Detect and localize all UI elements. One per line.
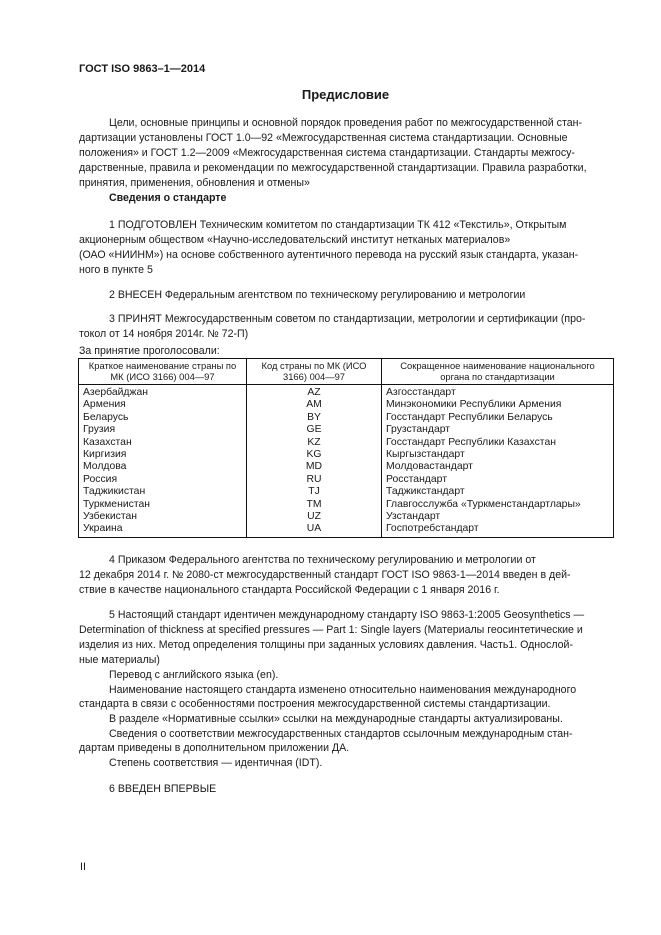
country-cell: Украина [79,523,247,537]
table-row [79,511,614,523]
country-cell: Россия [79,474,247,486]
correspondence-note: Сведения о соответствии межгосударственных стандартов ссылочным международным стан- [109,728,573,740]
table-row [79,449,614,461]
text-line: 4 Приказом Федерального агентства по техническому регулированию и метрологии от [109,554,536,566]
text-line: 5 Настоящий стандарт идентичен международному стандарту ISO 9863-1:2005 Geosynthetics — [109,609,585,621]
authority-cell: Азгосстандарт [382,385,614,400]
document-code-header: ГОСТ ISO 9863–1—2014 [79,63,206,75]
table-row [79,499,614,511]
authority-cell: Госпотребстандарт [382,523,614,537]
item-6-paragraph: 6 ВВЕДЕН ВПЕРВЫЕ [109,783,217,795]
table-row [79,385,614,400]
voted-label: За принятие проголосовали: [79,345,220,357]
authority-cell: Кыргызстандарт [382,449,614,461]
table-row [79,399,614,411]
code-cell: BY [247,412,382,424]
authority-cell: Главгосслужба «Туркменстандартлары» [382,499,614,511]
column-header-authority: Сокращенное наименование национального органа по стандартизации [382,359,614,385]
text-line: дарственные, правила и рекомендации по межгосударственной стандартизации. Правила разработки, [79,162,587,174]
code-cell: KG [247,449,382,461]
authority-cell: Таджикстандарт [382,486,614,498]
authority-cell: Госстандарт Республики Казахстан [382,437,614,449]
country-cell: Казахстан [79,437,247,449]
column-header-code: Код страны по МК (ИСО 3166) 004—97 [247,359,382,385]
table-row [79,424,614,436]
authority-cell: Госстандарт Республики Беларусь [382,412,614,424]
text-line: принятия, применения, обновления и отмены» [79,177,310,189]
translation-note: Перевод с английского языка (en). [109,669,279,681]
conformity-note: Степень соответствия — идентичная (IDT). [109,757,323,769]
text-line: ствие в качестве национального стандарта Российской Федерации с 1 января 2016 г. [79,584,500,596]
code-cell: TJ [247,486,382,498]
authority-cell: Грузстандарт [382,424,614,436]
country-cell: Узбекистан [79,511,247,523]
correspondence-note-cont: дартам приведены в дополнительном приложении ДА. [79,742,350,754]
section-heading: Сведения о стандарте [109,192,227,204]
authority-cell: Росстандарт [382,474,614,486]
table-row [79,474,614,486]
code-cell: TM [247,499,382,511]
table-header-row [79,359,614,385]
text-line: акционерным обществом «Научно-исследовательский институт нетканых материалов» [79,234,511,246]
text-line: изделия из них. Метод определения толщины при заданных условиях давления. Часть1. Однослой- [79,639,573,651]
authority-cell: Молдовастандарт [382,461,614,473]
code-cell: KZ [247,437,382,449]
code-cell: UZ [247,511,382,523]
table-row [79,461,614,473]
table-row [79,523,614,537]
code-cell: MD [247,461,382,473]
text-line: Determination of thickness at specified pressures — Part 1: Single layers (Материалы геосинтетические и [79,624,583,636]
text-line: 12 декабря 2014 г. № 2080-ст межгосударственный стандарт ГОСТ ISO 9863-1—2014 введен в дей- [79,569,571,581]
country-cell: Армения [79,399,247,411]
country-cell: Туркменистан [79,499,247,511]
voting-countries-table [78,358,614,538]
authority-cell: Минэкономики Республики Армения [382,399,614,411]
country-cell: Молдова [79,461,247,473]
text-line: ного в пункте 5 [79,264,153,276]
code-cell: UA [247,523,382,537]
page-title: Предисловие [301,87,390,102]
code-cell: GE [247,424,382,436]
text-line: Цели, основные принципы и основной порядок проведения работ по межгосударственной стан- [109,117,582,129]
text-line: ные материалы) [79,654,160,666]
country-cell: Грузия [79,424,247,436]
code-cell: AZ [247,385,382,400]
table-row [79,412,614,424]
authority-cell: Узстандарт [382,511,614,523]
table-row [79,437,614,449]
text-line: (ОАО «НИИНМ») на основе собственного аутентичного перевода на русский язык стандарта, указан- [79,249,579,261]
page-number: II [80,861,86,873]
country-cell: Таджикистан [79,486,247,498]
item-2-paragraph: 2 ВНЕСЕН Федеральным агентством по техническому регулированию и метрологии [109,289,526,301]
country-cell: Киргизия [79,449,247,461]
column-header-country: Краткое наименование страны по МК (ИСО 3166) 004—97 [79,359,247,385]
table-row [79,486,614,498]
code-cell: RU [247,474,382,486]
text-line: токол от 14 ноября 2014г. № 72-П) [79,328,249,340]
text-line: дартизации установлены ГОСТ 1.0—92 «Межгосударственная система стандартизации. Основные [79,132,568,144]
code-cell: AM [247,399,382,411]
references-note: В разделе «Нормативные ссылки» ссылки на международные стандарты актуализированы. [109,713,563,725]
text-line: 3 ПРИНЯТ Межгосударственным советом по стандартизации, метрологии и сертификации (про- [109,313,586,325]
title-change-note: Наименование настоящего стандарта изменено относительно наименования международного [109,684,577,696]
country-cell: Беларусь [79,412,247,424]
text-line: положения» и ГОСТ 1.2—2009 «Межгосударственная система стандартизации. Стандарты межгосу- [79,147,575,159]
country-cell: Азербайджан [79,385,247,400]
text-line: 1 ПОДГОТОВЛЕН Техническим комитетом по стандартизации ТК 412 «Текстиль», Открытым [109,219,567,231]
title-change-note-cont: стандарта в связи с особенностями построения межгосударственной системы стандартизации. [79,698,551,710]
